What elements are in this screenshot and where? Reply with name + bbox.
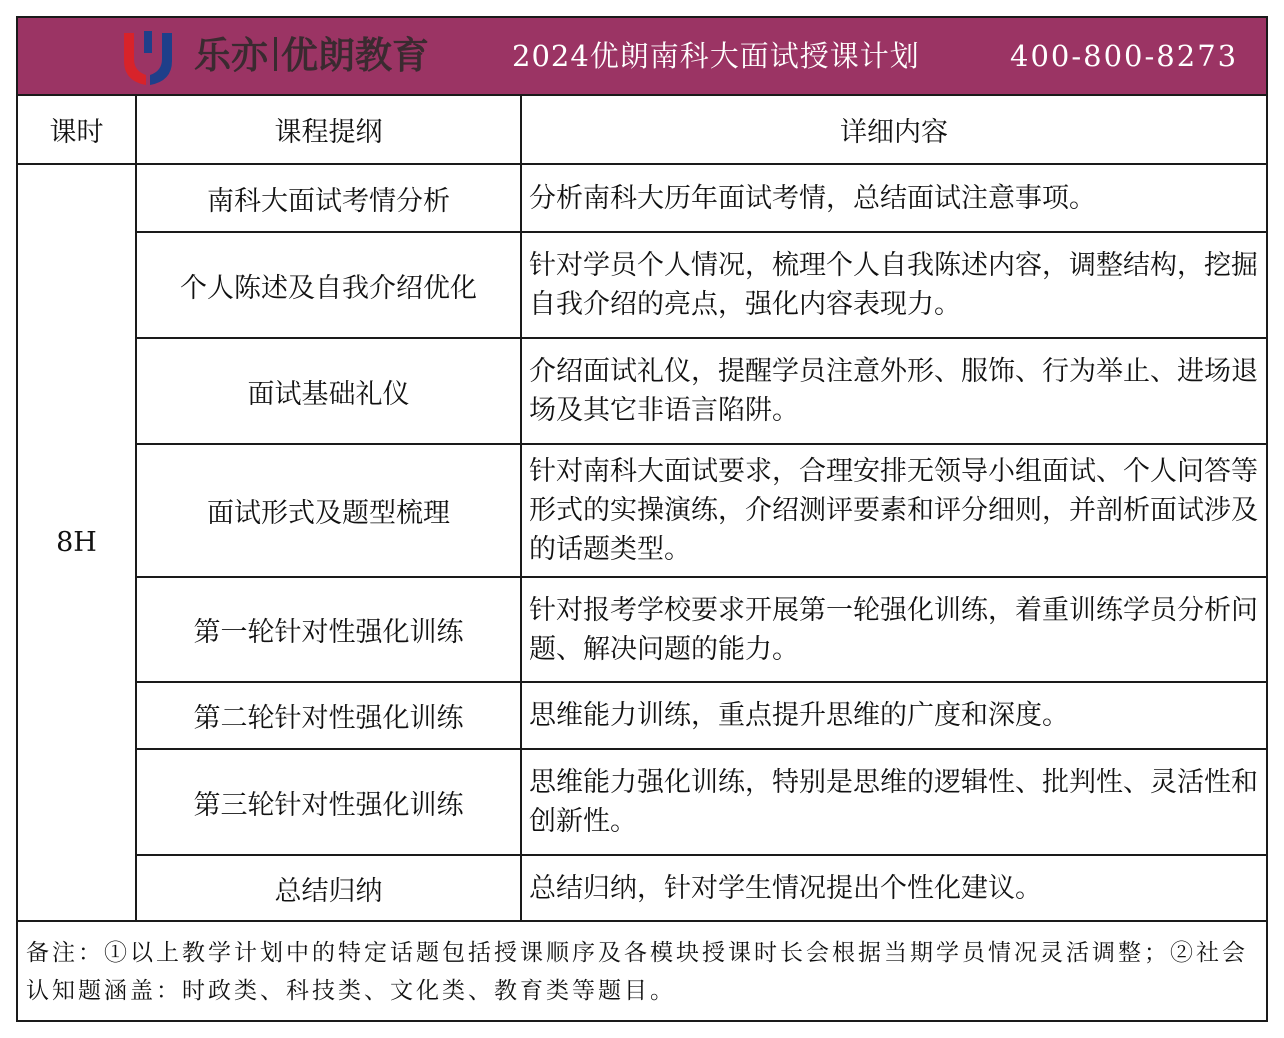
- course-plan-sheet: [16, 16, 1268, 1022]
- detail-cell: 总结归纳，针对学生情况提出个性化建议。: [521, 855, 1266, 921]
- outline-cell: 第一轮针对性强化训练: [136, 577, 521, 682]
- brand-logo-icon: [120, 27, 176, 87]
- detail-cell: 思维能力强化训练，特别是思维的逻辑性、批判性、灵活性和创新性。: [521, 749, 1266, 855]
- table-row: [18, 855, 1266, 921]
- detail-cell: 介绍面试礼仪，提醒学员注意外形、服饰、行为举止、进场退场及其它非语言陷阱。: [521, 338, 1266, 444]
- brand-divider: [274, 37, 277, 71]
- brand-name-main: 乐亦: [194, 34, 268, 77]
- course-table: [18, 96, 1266, 922]
- detail-cell: 针对南科大面试要求，合理安排无领导小组面试、个人问答等形式的实操演练，介绍测评要素和评分细则，并剖析面试涉及的话题类型。: [521, 444, 1266, 577]
- column-header-hours: 课时: [18, 96, 136, 164]
- table-row: [18, 232, 1266, 338]
- outline-cell: 个人陈述及自我介绍优化: [136, 232, 521, 338]
- table-row: [18, 444, 1266, 577]
- table-row: [18, 682, 1266, 749]
- outline-cell: 第三轮针对性强化训练: [136, 749, 521, 855]
- detail-cell: 针对报考学校要求开展第一轮强化训练，着重训练学员分析问题、解决问题的能力。: [521, 577, 1266, 682]
- outline-cell: 第二轮针对性强化训练: [136, 682, 521, 749]
- outline-cell: 面试形式及题型梳理: [136, 444, 521, 577]
- column-header-detail: 详细内容: [521, 96, 1266, 164]
- brand-name-sub: 优朗教育: [281, 34, 429, 77]
- outline-cell: 面试基础礼仪: [136, 338, 521, 444]
- detail-cell: 针对学员个人情况，梳理个人自我陈述内容，调整结构，挖掘自我介绍的亮点，强化内容表现力。: [521, 232, 1266, 338]
- table-row: [18, 338, 1266, 444]
- page-title: 2024优朗南科大面试授课计划: [512, 39, 920, 73]
- hours-cell: 8H: [18, 164, 136, 921]
- table-row: [18, 577, 1266, 682]
- table-row: [18, 749, 1266, 855]
- column-header-outline: 课程提纲: [136, 96, 521, 164]
- contact-phone: 400-800-8273: [1010, 39, 1239, 73]
- table-header-row: [18, 96, 1266, 164]
- footnote: 备注：①以上教学计划中的特定话题包括授课顺序及各模块授课时长会根据当期学员情况灵活调整；②社会认知题涵盖：时政类、科技类、文化类、教育类等题目。: [26, 940, 1248, 1004]
- header-bar: [18, 18, 1266, 96]
- brand-name: [194, 31, 429, 81]
- outline-cell: 南科大面试考情分析: [136, 164, 521, 232]
- detail-cell: 分析南科大历年面试考情，总结面试注意事项。: [521, 164, 1266, 232]
- detail-cell: 思维能力训练，重点提升思维的广度和深度。: [521, 682, 1266, 749]
- table-row: [18, 164, 1266, 232]
- outline-cell: 总结归纳: [136, 855, 521, 921]
